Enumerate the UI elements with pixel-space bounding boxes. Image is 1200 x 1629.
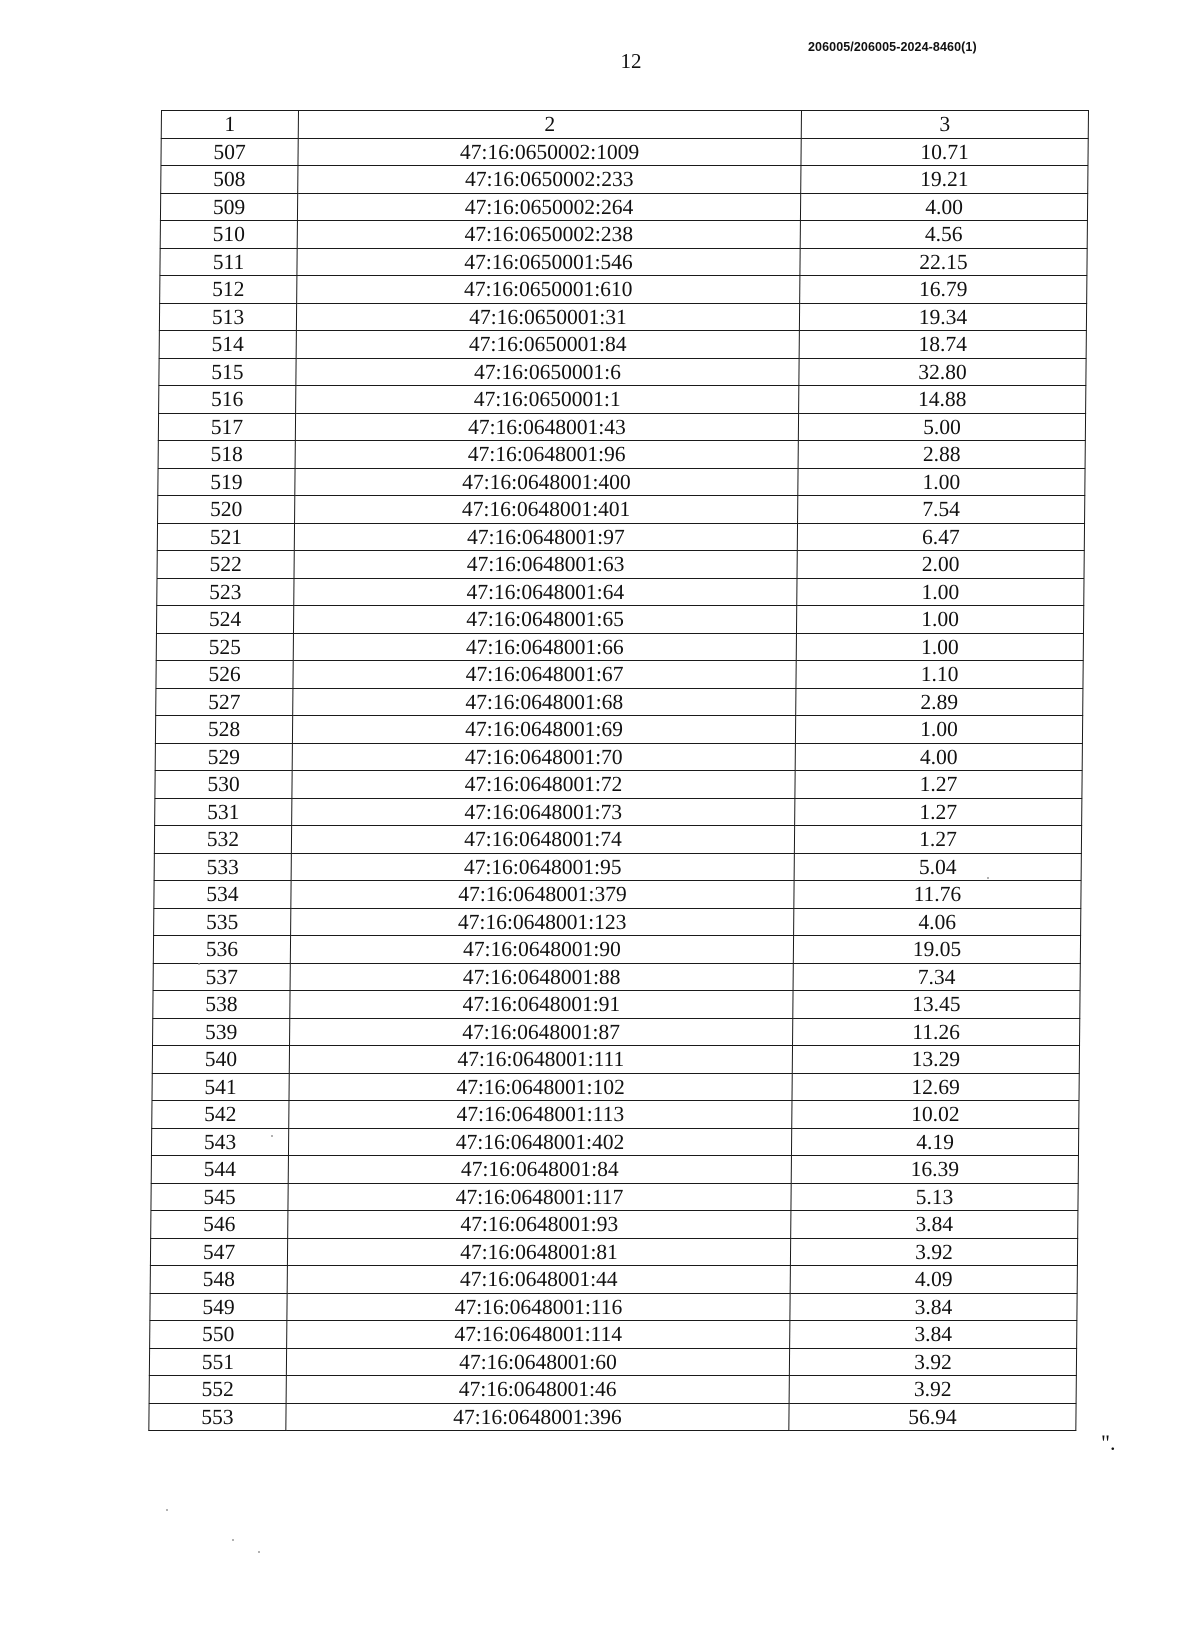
cadastral-number-cell: 47:16:0648001:95 — [291, 853, 794, 881]
table-row — [153, 963, 1080, 991]
row-number-cell: 544 — [151, 1156, 288, 1184]
table-row — [159, 358, 1086, 386]
row-number-cell: 543 — [151, 1128, 288, 1156]
table-row — [154, 826, 1081, 854]
cadastral-number-cell: 47:16:0648001:64 — [294, 578, 797, 606]
table-row — [159, 303, 1086, 331]
value-cell: 16.39 — [791, 1156, 1078, 1184]
cadastral-number-cell: 47:16:0650001:31 — [296, 303, 799, 331]
cadastral-number-cell: 47:16:0648001:93 — [288, 1211, 791, 1239]
cadastral-number-cell: 47:16:0648001:69 — [292, 716, 795, 744]
scan-speck — [198, 963, 200, 965]
cadastral-number-cell: 47:16:0648001:65 — [293, 606, 796, 634]
scan-speck — [232, 1539, 234, 1541]
header-cell-3: 3 — [801, 111, 1088, 139]
value-cell: 5.04 — [794, 853, 1081, 881]
cadastral-number-cell: 47:16:0650002:264 — [297, 193, 800, 221]
value-cell: 1.00 — [796, 633, 1083, 661]
table-row — [156, 633, 1083, 661]
table-row — [161, 138, 1088, 166]
table-body — [149, 111, 1089, 1431]
cadastral-number-cell: 47:16:0648001:401 — [295, 496, 798, 524]
table-row — [155, 798, 1082, 826]
row-number-cell: 517 — [158, 413, 295, 441]
table-row — [151, 1211, 1078, 1239]
scan-speck — [258, 1551, 260, 1553]
value-cell: 19.05 — [793, 936, 1080, 964]
scan-speck — [166, 1509, 168, 1511]
value-cell: 16.79 — [800, 276, 1087, 304]
value-cell: 1.27 — [795, 798, 1082, 826]
value-cell: 4.00 — [795, 743, 1082, 771]
row-number-cell: 512 — [160, 276, 297, 304]
cadastral-number-cell: 47:16:0648001:402 — [288, 1128, 791, 1156]
value-cell: 56.94 — [789, 1403, 1076, 1431]
table-row — [158, 441, 1085, 469]
closing-quote-mark: ". — [1101, 1430, 1116, 1455]
table-row — [155, 771, 1082, 799]
data-table — [148, 110, 1089, 1431]
value-cell: 5.00 — [798, 413, 1085, 441]
cadastral-number-cell: 47:16:0650001:610 — [297, 276, 800, 304]
cadastral-number-cell: 47:16:0648001:97 — [294, 523, 797, 551]
row-number-cell: 548 — [150, 1266, 287, 1294]
table-row — [156, 606, 1083, 634]
value-cell: 4.19 — [791, 1128, 1078, 1156]
value-cell: 10.02 — [792, 1101, 1079, 1129]
table-row — [156, 661, 1083, 689]
cadastral-number-cell: 47:16:0648001:88 — [290, 963, 793, 991]
table-row — [153, 936, 1080, 964]
row-number-cell: 532 — [154, 826, 291, 854]
table-header-row — [161, 111, 1088, 139]
cadastral-number-cell: 47:16:0648001:123 — [291, 908, 794, 936]
row-number-cell: 514 — [159, 331, 296, 359]
row-number-cell: 536 — [153, 936, 290, 964]
value-cell: 3.92 — [790, 1238, 1077, 1266]
cadastral-number-cell: 47:16:0648001:396 — [286, 1403, 789, 1431]
value-cell: 2.89 — [796, 688, 1083, 716]
value-cell: 3.84 — [791, 1211, 1078, 1239]
table-row — [149, 1376, 1076, 1404]
row-number-cell: 547 — [150, 1238, 287, 1266]
cadastral-number-cell: 47:16:0648001:400 — [295, 468, 798, 496]
table-container — [148, 110, 1088, 1431]
row-number-cell: 527 — [156, 688, 293, 716]
table-row — [149, 1403, 1076, 1431]
table-row — [154, 908, 1081, 936]
cadastral-number-cell: 47:16:0648001:114 — [287, 1321, 790, 1349]
row-number-cell: 552 — [149, 1376, 286, 1404]
cadastral-number-cell: 47:16:0648001:74 — [291, 826, 794, 854]
cadastral-number-cell: 47:16:0648001:44 — [287, 1266, 790, 1294]
row-number-cell: 551 — [149, 1348, 286, 1376]
row-number-cell: 539 — [153, 1018, 290, 1046]
table-row — [160, 193, 1087, 221]
cadastral-number-cell: 47:16:0648001:70 — [292, 743, 795, 771]
value-cell: 3.84 — [790, 1321, 1077, 1349]
row-number-cell: 522 — [157, 551, 294, 579]
table-row — [158, 468, 1085, 496]
row-number-cell: 534 — [154, 881, 291, 909]
value-cell: 1.10 — [796, 661, 1083, 689]
row-number-cell: 542 — [152, 1101, 289, 1129]
cadastral-number-cell: 47:16:0648001:63 — [294, 551, 797, 579]
cadastral-number-cell: 47:16:0650002:1009 — [298, 138, 801, 166]
cadastral-number-cell: 47:16:0648001:60 — [286, 1348, 789, 1376]
cadastral-number-cell: 47:16:0648001:96 — [295, 441, 798, 469]
document-id: 206005/206005-2024-8460(1) — [808, 40, 977, 54]
value-cell: 1.00 — [797, 578, 1084, 606]
row-number-cell: 549 — [150, 1293, 287, 1321]
row-number-cell: 511 — [160, 248, 297, 276]
row-number-cell: 515 — [159, 358, 296, 386]
cadastral-number-cell: 47:16:0648001:73 — [292, 798, 795, 826]
value-cell: 32.80 — [799, 358, 1086, 386]
row-number-cell: 520 — [158, 496, 295, 524]
value-cell: 4.56 — [800, 221, 1087, 249]
value-cell: 13.45 — [793, 991, 1080, 1019]
table-row — [150, 1266, 1077, 1294]
value-cell: 3.92 — [789, 1376, 1076, 1404]
value-cell: 3.92 — [789, 1348, 1076, 1376]
value-cell: 4.00 — [800, 193, 1087, 221]
value-cell: 10.71 — [801, 138, 1088, 166]
row-number-cell: 513 — [159, 303, 296, 331]
cadastral-number-cell: 47:16:0648001:72 — [292, 771, 795, 799]
value-cell: 19.21 — [801, 166, 1088, 194]
value-cell: 1.27 — [794, 826, 1081, 854]
table-row — [154, 853, 1081, 881]
row-number-cell: 521 — [157, 523, 294, 551]
cadastral-number-cell: 47:16:0650001:1 — [296, 386, 799, 414]
value-cell: 7.34 — [793, 963, 1080, 991]
cadastral-number-cell: 47:16:0648001:113 — [289, 1101, 792, 1129]
table-row — [155, 716, 1082, 744]
cadastral-number-cell: 47:16:0650002:233 — [298, 166, 801, 194]
table-row — [150, 1321, 1077, 1349]
table-row — [160, 248, 1087, 276]
cadastral-number-cell: 47:16:0650002:238 — [297, 221, 800, 249]
table-row — [150, 1293, 1077, 1321]
value-cell: 22.15 — [800, 248, 1087, 276]
row-number-cell: 550 — [150, 1321, 287, 1349]
cadastral-number-cell: 47:16:0648001:84 — [288, 1156, 791, 1184]
row-number-cell: 538 — [153, 991, 290, 1019]
table-row — [151, 1156, 1078, 1184]
row-number-cell: 528 — [155, 716, 292, 744]
value-cell: 11.26 — [793, 1018, 1080, 1046]
scan-speck — [987, 877, 989, 879]
cadastral-number-cell: 47:16:0650001:6 — [296, 358, 799, 386]
table-row — [149, 1348, 1076, 1376]
table-row — [156, 688, 1083, 716]
row-number-cell: 508 — [161, 166, 298, 194]
cadastral-number-cell: 47:16:0650001:84 — [296, 331, 799, 359]
value-cell: 2.00 — [797, 551, 1084, 579]
table-row — [159, 386, 1086, 414]
value-cell: 1.00 — [796, 606, 1083, 634]
cadastral-number-cell: 47:16:0648001:67 — [293, 661, 796, 689]
table-row — [152, 1073, 1079, 1101]
value-cell: 18.74 — [799, 331, 1086, 359]
value-cell: 5.13 — [791, 1183, 1078, 1211]
value-cell: 1.27 — [795, 771, 1082, 799]
row-number-cell: 519 — [158, 468, 295, 496]
table-row — [157, 551, 1084, 579]
value-cell: 4.06 — [794, 908, 1081, 936]
table-row — [160, 276, 1087, 304]
table-row — [157, 523, 1084, 551]
table-row — [152, 1046, 1079, 1074]
row-number-cell: 546 — [151, 1211, 288, 1239]
row-number-cell: 535 — [154, 908, 291, 936]
row-number-cell: 529 — [155, 743, 292, 771]
table-row — [161, 166, 1088, 194]
cadastral-number-cell: 47:16:0648001:379 — [291, 881, 794, 909]
row-number-cell: 509 — [160, 193, 297, 221]
row-number-cell: 524 — [156, 606, 293, 634]
scan-speck — [271, 1135, 273, 1137]
row-number-cell: 507 — [161, 138, 298, 166]
table-row — [150, 1238, 1077, 1266]
value-cell: 12.69 — [792, 1073, 1079, 1101]
row-number-cell: 540 — [152, 1046, 289, 1074]
cadastral-number-cell: 47:16:0648001:68 — [293, 688, 796, 716]
table-row — [154, 881, 1081, 909]
row-number-cell: 525 — [156, 633, 293, 661]
table-row — [160, 221, 1087, 249]
cadastral-number-cell: 47:16:0648001:91 — [290, 991, 793, 1019]
cadastral-number-cell: 47:16:0648001:90 — [290, 936, 793, 964]
table-row — [153, 1018, 1080, 1046]
value-cell: 11.76 — [794, 881, 1081, 909]
page-number: 12 — [620, 49, 642, 73]
cadastral-number-cell: 47:16:0648001:111 — [289, 1046, 792, 1074]
cadastral-number-cell: 47:16:0648001:102 — [289, 1073, 792, 1101]
table-row — [159, 331, 1086, 359]
cadastral-number-cell: 47:16:0648001:43 — [295, 413, 798, 441]
row-number-cell: 526 — [156, 661, 293, 689]
cadastral-number-cell: 47:16:0648001:81 — [287, 1238, 790, 1266]
table-row — [155, 743, 1082, 771]
value-cell: 1.00 — [795, 716, 1082, 744]
header-cell-2: 2 — [298, 111, 801, 139]
table-row — [151, 1183, 1078, 1211]
value-cell: 4.09 — [790, 1266, 1077, 1294]
value-cell: 14.88 — [799, 386, 1086, 414]
value-cell: 7.54 — [798, 496, 1085, 524]
value-cell: 6.47 — [797, 523, 1084, 551]
row-number-cell: 541 — [152, 1073, 289, 1101]
cadastral-number-cell: 47:16:0648001:116 — [287, 1293, 790, 1321]
value-cell: 2.88 — [798, 441, 1085, 469]
row-number-cell: 545 — [151, 1183, 288, 1211]
header-cell-1: 1 — [161, 111, 298, 139]
value-cell: 13.29 — [792, 1046, 1079, 1074]
table-row — [158, 413, 1085, 441]
cadastral-number-cell: 47:16:0648001:117 — [288, 1183, 791, 1211]
table-row — [158, 496, 1085, 524]
table-row — [153, 991, 1080, 1019]
table-row — [152, 1101, 1079, 1129]
value-cell: 1.00 — [798, 468, 1085, 496]
row-number-cell: 530 — [155, 771, 292, 799]
cadastral-number-cell: 47:16:0648001:46 — [286, 1376, 789, 1404]
cadastral-number-cell: 47:16:0648001:87 — [290, 1018, 793, 1046]
cadastral-number-cell: 47:16:0650001:546 — [297, 248, 800, 276]
row-number-cell: 516 — [159, 386, 296, 414]
value-cell: 3.84 — [790, 1293, 1077, 1321]
row-number-cell: 510 — [160, 221, 297, 249]
value-cell: 19.34 — [799, 303, 1086, 331]
table-row — [151, 1128, 1078, 1156]
row-number-cell: 518 — [158, 441, 295, 469]
table-row — [157, 578, 1084, 606]
row-number-cell: 531 — [155, 798, 292, 826]
row-number-cell: 553 — [149, 1403, 286, 1431]
row-number-cell: 537 — [153, 963, 290, 991]
cadastral-number-cell: 47:16:0648001:66 — [293, 633, 796, 661]
row-number-cell: 523 — [157, 578, 294, 606]
row-number-cell: 533 — [154, 853, 291, 881]
